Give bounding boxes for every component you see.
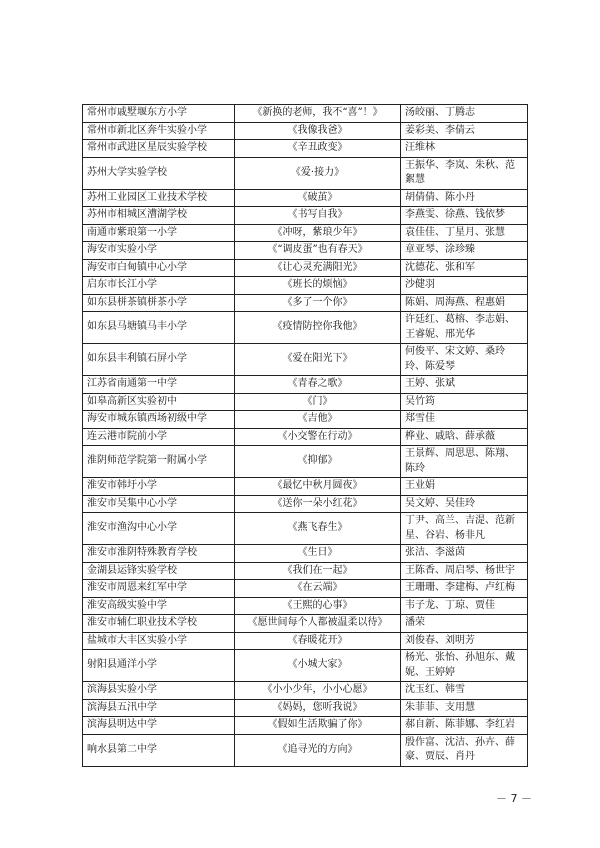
work-title-cell: 《爱·接力》 <box>235 157 401 189</box>
award-table-body <box>83 105 528 767</box>
table-row <box>83 242 528 260</box>
table-row <box>83 495 528 513</box>
table-row <box>83 650 528 682</box>
authors-cell: 郝自新、陈菲娜、李红岩 <box>401 717 528 735</box>
school-cell: 苏州工业园区工业技术学校 <box>83 189 235 207</box>
table-row <box>83 376 528 394</box>
authors-cell: 吴文婷、吴佳玲 <box>401 495 528 513</box>
authors-cell: 汤皎丽、丁腾志 <box>401 105 528 123</box>
work-title-cell: 《妈妈，您听我说》 <box>235 699 401 717</box>
table-row <box>83 122 528 140</box>
table-row <box>83 224 528 242</box>
work-title-cell: 《燕飞春生》 <box>235 513 401 545</box>
page-number: － 7 － <box>496 792 532 805</box>
work-title-cell: 《生日》 <box>235 545 401 563</box>
school-cell: 滨海县明达中学 <box>83 717 235 735</box>
authors-cell: 杨光、张怡、孙旭东、戴妮、王婷婷 <box>401 650 528 682</box>
authors-cell: 章亚琴、涂珍臻 <box>401 242 528 260</box>
school-cell: 如东县马塘镇马丰小学 <box>83 312 235 344</box>
table-row <box>83 699 528 717</box>
school-cell: 滨海县五汛中学 <box>83 699 235 717</box>
work-title-cell: 《青春之歌》 <box>235 376 401 394</box>
school-cell: 海安市城东镇西场初级中学 <box>83 411 235 429</box>
school-cell: 如皋高新区实验初中 <box>83 393 235 411</box>
authors-cell: 张洁、李滋茵 <box>401 545 528 563</box>
authors-cell: 汪维林 <box>401 140 528 158</box>
table-row <box>83 344 528 376</box>
authors-cell: 王陈香、周启琴、杨世宇 <box>401 562 528 580</box>
work-title-cell: 《冲呀，紫琅少年》 <box>235 224 401 242</box>
table-row <box>83 682 528 700</box>
table-row <box>83 478 528 496</box>
authors-cell: 陈娟、周海燕、程惠娟 <box>401 294 528 312</box>
authors-cell: 刘俊春、刘明芳 <box>401 632 528 650</box>
school-cell: 滨海县实验小学 <box>83 682 235 700</box>
authors-cell: 王景辉、周思思、陈翔、陈玲 <box>401 446 528 478</box>
school-cell: 江苏省南通第一中学 <box>83 376 235 394</box>
authors-cell: 郑雪佳 <box>401 411 528 429</box>
work-title-cell: 《门》 <box>235 393 401 411</box>
table-row <box>83 157 528 189</box>
school-cell: 海安市实验小学 <box>83 242 235 260</box>
table-row <box>83 615 528 633</box>
school-cell: 苏州市相城区漕湖学校 <box>83 207 235 225</box>
work-title-cell: 《送你一朵小红花》 <box>235 495 401 513</box>
work-title-cell: 《吉他》 <box>235 411 401 429</box>
authors-cell: 沈玉红、韩雪 <box>401 682 528 700</box>
school-cell: 淮安市周恩来红军中学 <box>83 580 235 598</box>
authors-cell: 沈德花、张和军 <box>401 259 528 277</box>
authors-cell: 何俊平、宋文婷、桑玲玲、陈爱琴 <box>401 344 528 376</box>
table-row <box>83 580 528 598</box>
work-title-cell: 《书写自我》 <box>235 207 401 225</box>
authors-cell: 姜彩美、李倩云 <box>401 122 528 140</box>
work-title-cell: 《小小少年，小小心愿》 <box>235 682 401 700</box>
work-title-cell: 《我像我爸》 <box>235 122 401 140</box>
school-cell: 淮安市韩圩小学 <box>83 478 235 496</box>
work-title-cell: 《抑郁》 <box>235 446 401 478</box>
table-row <box>83 189 528 207</box>
work-title-cell: 《小交警在行动》 <box>235 428 401 446</box>
table-row <box>83 393 528 411</box>
work-title-cell: 《假如生活欺骗了你》 <box>235 717 401 735</box>
authors-cell: 丁尹、高兰、吉湜、范新星、谷岩、杨非凡 <box>401 513 528 545</box>
table-row <box>83 312 528 344</box>
school-cell: 淮安市吴集中心小学 <box>83 495 235 513</box>
table-row <box>83 259 528 277</box>
work-title-cell: 《“调皮蛋”也有春天》 <box>235 242 401 260</box>
work-title-cell: 《辛丑政变》 <box>235 140 401 158</box>
table-row <box>83 562 528 580</box>
school-cell: 淮安市淮阴特殊教育学校 <box>83 545 235 563</box>
table-row <box>83 428 528 446</box>
school-cell: 启东市长江小学 <box>83 277 235 295</box>
table-row <box>83 734 528 766</box>
school-cell: 盐城市大丰区实验小学 <box>83 632 235 650</box>
work-title-cell: 《小城大家》 <box>235 650 401 682</box>
table-row <box>83 597 528 615</box>
work-title-cell: 《追寻光的方向》 <box>235 734 401 766</box>
work-title-cell: 《在云端》 <box>235 580 401 598</box>
school-cell: 常州市武进区星辰实验学校 <box>83 140 235 158</box>
authors-cell: 王业娟 <box>401 478 528 496</box>
table-row <box>83 105 528 123</box>
authors-cell: 潘荣 <box>401 615 528 633</box>
work-title-cell: 《破茧》 <box>235 189 401 207</box>
school-cell: 海安市白甸镇中心小学 <box>83 259 235 277</box>
work-title-cell: 《班长的烦恼》 <box>235 277 401 295</box>
school-cell: 连云港市院前小学 <box>83 428 235 446</box>
table-row <box>83 207 528 225</box>
work-title-cell: 《愿世间每个人都被温柔以待》 <box>235 615 401 633</box>
school-cell: 如东县栟茶镇栟茶小学 <box>83 294 235 312</box>
school-cell: 淮阴师范学院第一附属小学 <box>83 446 235 478</box>
work-title-cell: 《春暖花开》 <box>235 632 401 650</box>
authors-cell: 殷作富、沈洁、孙卉、薛豪、贾辰、肖丹 <box>401 734 528 766</box>
authors-cell: 王振华、李岚、朱秋、范絮慧 <box>401 157 528 189</box>
work-title-cell: 《让心灵充满阳光》 <box>235 259 401 277</box>
table-row <box>83 446 528 478</box>
school-cell: 常州市新北区奔牛实验小学 <box>83 122 235 140</box>
authors-cell: 许廷红、葛榕、李志娟、王睿妮、邢光华 <box>401 312 528 344</box>
school-cell: 如东县丰利镇石屏小学 <box>83 344 235 376</box>
work-title-cell: 《我们在一起》 <box>235 562 401 580</box>
work-title-cell: 《疫情防控你我他》 <box>235 312 401 344</box>
school-cell: 金湖县运锋实验学校 <box>83 562 235 580</box>
work-title-cell: 《王熙的心事》 <box>235 597 401 615</box>
authors-cell: 王珊珊、李建梅、卢红梅 <box>401 580 528 598</box>
table-row <box>83 140 528 158</box>
table-row <box>83 545 528 563</box>
table-row <box>83 277 528 295</box>
school-cell: 淮安高级实验中学 <box>83 597 235 615</box>
school-cell: 南通市紫琅第一小学 <box>83 224 235 242</box>
school-cell: 射阳县通洋小学 <box>83 650 235 682</box>
authors-cell: 吴竹筠 <box>401 393 528 411</box>
table-row <box>83 717 528 735</box>
school-cell: 常州市戚墅堰东方小学 <box>83 105 235 123</box>
table-row <box>83 632 528 650</box>
school-cell: 淮安市渔沟中心小学 <box>83 513 235 545</box>
authors-cell: 韦子龙、丁琼、贾佳 <box>401 597 528 615</box>
authors-cell: 朱菲菲、支用慧 <box>401 699 528 717</box>
authors-cell: 胡倩倩、陈小丹 <box>401 189 528 207</box>
authors-cell: 桦业、戚晗、薛承薇 <box>401 428 528 446</box>
work-title-cell: 《最忆中秋月圆夜》 <box>235 478 401 496</box>
school-cell: 淮安市辅仁职业技术学校 <box>83 615 235 633</box>
table-row <box>83 513 528 545</box>
work-title-cell: 《爱在阳光下》 <box>235 344 401 376</box>
award-table <box>82 104 528 767</box>
work-title-cell: 《多了一个你》 <box>235 294 401 312</box>
table-row <box>83 294 528 312</box>
table-row <box>83 411 528 429</box>
authors-cell: 沙健羽 <box>401 277 528 295</box>
school-cell: 苏州大学实验学校 <box>83 157 235 189</box>
work-title-cell: 《新换的老师，我不“喜”！》 <box>235 105 401 123</box>
school-cell: 响水县第二中学 <box>83 734 235 766</box>
authors-cell: 袁佳佳、丁星月、张慧 <box>401 224 528 242</box>
authors-cell: 李燕雯、徐燕、钱依梦 <box>401 207 528 225</box>
authors-cell: 王婷、张斌 <box>401 376 528 394</box>
